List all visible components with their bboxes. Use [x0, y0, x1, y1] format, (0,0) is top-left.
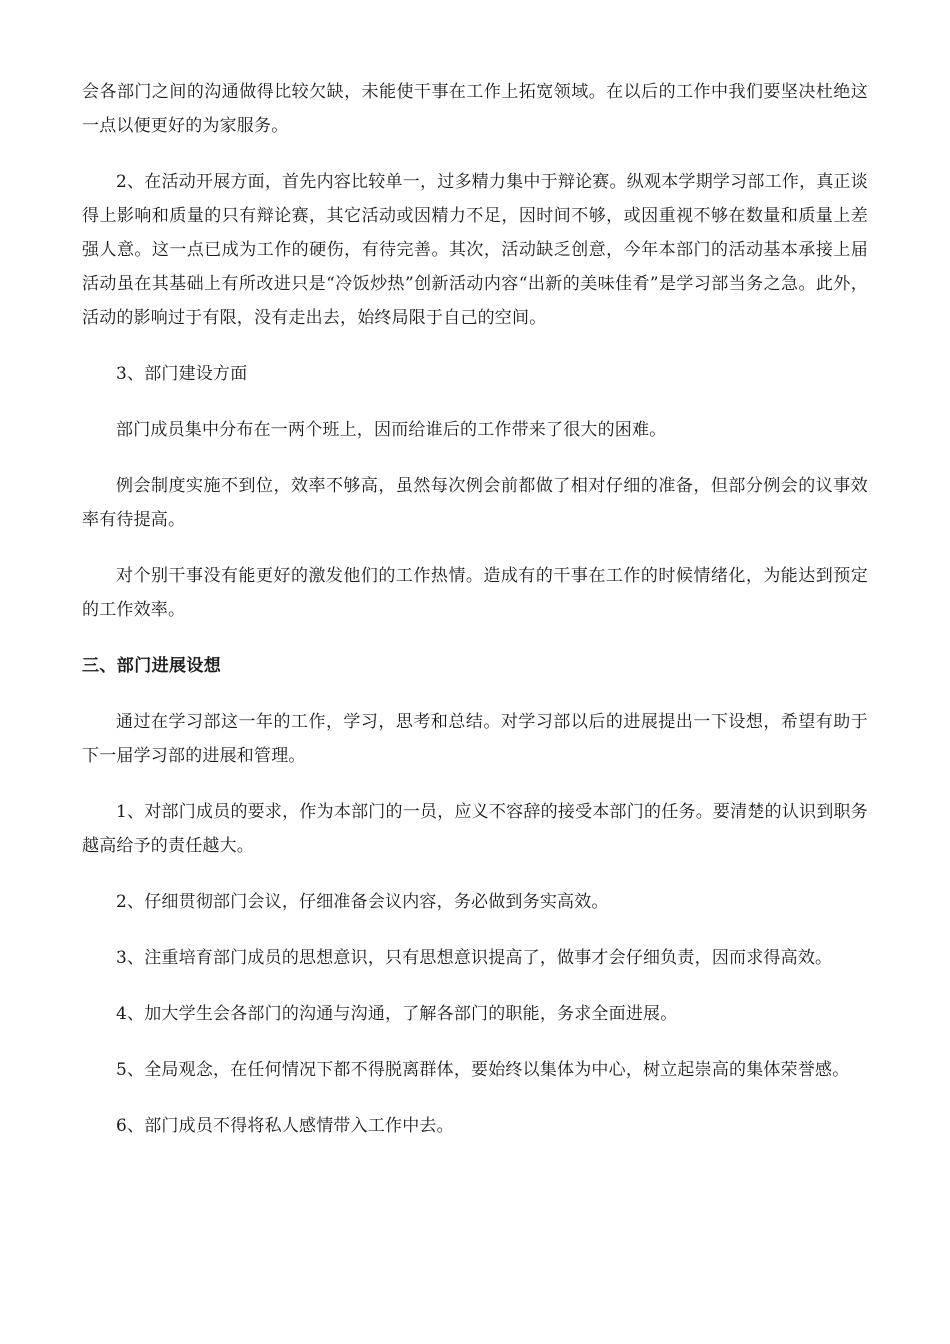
paragraph-intro: 通过在学习部这一年的工作，学习，思考和总结。对学习部以后的进展提出一下设想，希望有助于下一届学习部的进展和管理。: [82, 712, 868, 766]
document-page: [82, 75, 868, 1165]
list-item: 4、加大学生会各部门的沟通与沟通，了解各部门的职能，务求全面进展。: [116, 1004, 678, 1024]
list-item: 5、全局观念，在任何情况下都不得脱离群体，要始终以集体为中心，树立起崇高的集体荣誉感。: [116, 1060, 850, 1080]
list-item: 3、注重培育部门成员的思想意识，只有思想意识提高了，做事才会仔细负责，因而求得高效。: [116, 948, 833, 968]
paragraph-members-distribution: 部门成员集中分布在一两个班上，因而给谁后的工作带来了很大的困难。: [116, 420, 667, 440]
paragraph-meeting-system: 例会制度实施不到位，效率不够高，虽然每次例会前都做了相对仔细的准备，但部分例会的议事效率有待提高。: [82, 476, 868, 530]
paragraph-staff-motivation: 对个别干事没有能更好的激发他们的工作热情。造成有的干事在工作的时候情绪化，为能达到预定的工作效率。: [82, 566, 868, 620]
paragraph-activities: 2、在活动开展方面，首先内容比较单一，过多精力集中于辩论赛。纵观本学期学习部工作，真正谈得上影响和质量的只有辩论赛，其它活动或因精力不足，因时间不够，或因重视不够在数量和质量上差强人意。这一点已成为工作的硬伤，有待完善。其次，活动缺乏创意，今年本部门的活动基本承接上届活动虽在其基础上有所改进只是“冷饭炒热”创新活动内容“出新的美味佳肴”是学习部当务之急。此外，活动的影响过于有限，没有走出去，始终局限于自己的空间。: [82, 172, 868, 328]
paragraph-continuation: 会各部门之间的沟通做得比较欠缺，未能使干事在工作上拓宽领域。在以后的工作中我们要坚决杜绝这一点以便更好的为家服务。: [82, 82, 868, 136]
list-item: 2、仔细贯彻部门会议，仔细准备会议内容，务必做到务实高效。: [116, 892, 609, 912]
paragraph-department-building: 3、部门建设方面: [116, 364, 248, 384]
list-item: 1、对部门成员的要求，作为本部门的一员，应义不容辞的接受本部门的任务。要清楚的认识到职务越高给予的责任越大。: [82, 802, 868, 856]
list-item: 6、部门成员不得将私人感情带入工作中去。: [116, 1116, 454, 1136]
section-heading: 三、部门进展设想: [82, 656, 222, 676]
